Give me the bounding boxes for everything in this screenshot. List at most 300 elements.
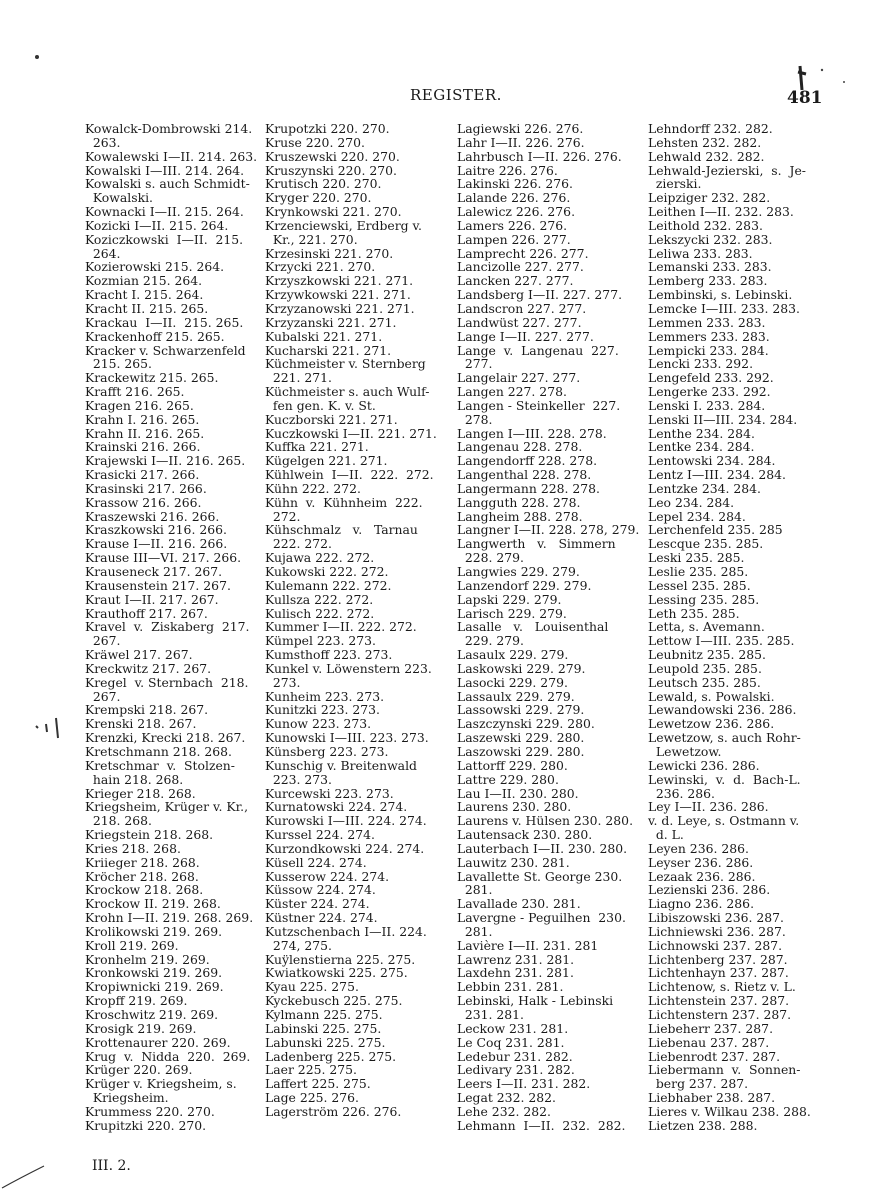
index-entry: Lassaulx 229. 279. (457, 688, 575, 704)
index-entry: 223. 273. (265, 771, 332, 787)
index-entry: Lichniewski 236. 287. (648, 923, 786, 939)
index-entry: 274, 275. (265, 937, 332, 953)
index-entry: Kurcewski 223. 273. (265, 785, 394, 801)
index-entry: Lapski 229. 279. (457, 591, 562, 607)
scan-smudge-mark (792, 62, 852, 112)
index-entry: Kylmann 225. 275. (265, 1007, 383, 1022)
index-entry: Leckow 231. 281. (457, 1020, 569, 1036)
index-column-1 (85, 122, 280, 1133)
index-entry: Kruse 220. 270. (265, 134, 365, 150)
index-entry: Kujawa 222. 272. (265, 550, 375, 566)
index-entry: Kriieger 218. 268. (85, 854, 200, 870)
index-entry: Lichtenstern 237. 287. (648, 1007, 792, 1022)
index-entry: Lancizolle 227. 277. (457, 259, 584, 275)
index-entry: Laitre 226. 276. (457, 162, 558, 178)
index-entry: Krzywkowski 221. 271. (265, 287, 411, 303)
index-entry: Künsberg 223. 273. (265, 743, 389, 759)
index-entry: Krajewski I—II. 216. 265. (85, 453, 246, 469)
index-entry: Libiszowski 236. 287. (648, 910, 784, 926)
index-entry: Krynkowski 221. 270. (265, 204, 402, 220)
index-entry: Liebenau 237. 287. (648, 1034, 770, 1050)
index-entry: Kulemann 222. 272. (265, 577, 392, 593)
index-entry: Krug v. Nidda 220. 269. (85, 1048, 251, 1064)
index-entry: Kraut I—II. 217. 267. (85, 591, 219, 607)
index-entry: 281. (457, 882, 493, 898)
index-entry: Lentke 234. 284. (648, 439, 755, 455)
index-entry: Krieger 218. 268. (85, 785, 196, 801)
index-entry: Lewetzow 236. 286. (648, 716, 775, 732)
index-entry: Lattorff 229. 280. (457, 757, 568, 773)
index-entry: Lentzke 234. 284. (648, 480, 761, 496)
margin-pencil-stroke (0, 1160, 50, 1190)
index-entry: Laffert 225. 275. (265, 1076, 371, 1092)
index-entry: Landsberg I—II. 227. 277. (457, 287, 623, 303)
index-entry: Küstner 224. 274. (265, 910, 378, 926)
index-entry: Kreckwitz 217. 267. (85, 660, 212, 676)
index-entry: Laxdehn 231. 281. (457, 965, 574, 981)
index-entry: Laskowski 229. 279. (457, 660, 586, 676)
index-entry: Kretschmar v. Stolzen- (85, 757, 235, 773)
index-entry: Kracht II. 215. 265. (85, 300, 209, 316)
index-entry: Laurens 230. 280. (457, 799, 572, 815)
index-column-4 (648, 122, 843, 1133)
index-entry: Leupold 235. 285. (648, 660, 762, 676)
index-entry: hain 218. 268. (85, 771, 184, 787)
index-entry: Kunow 223. 273. (265, 716, 372, 732)
index-entry: Krausenstein 217. 267. (85, 577, 231, 593)
index-entry: Langen 227. 278. (457, 384, 567, 400)
index-entry: Legat 232. 282. (457, 1090, 556, 1106)
index-entry: Kraszkowski 216. 266. (85, 522, 227, 538)
index-entry: 281. (457, 923, 493, 939)
index-entry: Leubnitz 235. 285. (648, 647, 766, 663)
index-entry: Lichtenstein 237. 287. (648, 993, 790, 1009)
index-entry: 218. 268. (85, 813, 152, 829)
index-entry: Kurzondkowski 224. 274. (265, 840, 425, 856)
index-entry: Kozierowski 215. 264. (85, 259, 225, 275)
index-entry: Langenau 228. 278. (457, 439, 583, 455)
index-entry: Lauterbach I—II. 230. 280. (457, 840, 628, 856)
index-entry: Kretschmann 218. 268. (85, 743, 232, 759)
index-entry: Langner I—II. 228. 278, 279. (457, 522, 640, 538)
index-entry: Lehwald-Jezierski, s. Je- (648, 162, 806, 178)
index-entry: Krzycki 221. 270. (265, 259, 376, 275)
index-column-3 (457, 122, 652, 1133)
index-entry: Kümpel 223. 273. (265, 633, 376, 649)
index-entry: Ladenberg 225. 275. (265, 1048, 397, 1064)
index-entry: Kukowski 222. 272. (265, 564, 389, 579)
index-entry: Kühlwein I—II. 222. 272. (265, 467, 434, 483)
index-entry: 229. 279. (457, 633, 524, 649)
index-entry: Kowalski. (85, 190, 153, 206)
index-entry: Lemcke I—III. 233. 283. (648, 300, 800, 316)
index-entry: 267. (85, 633, 121, 649)
index-entry: Kyau 225. 275. (265, 979, 359, 995)
index-entry: Ledebur 231. 282. (457, 1048, 573, 1064)
index-entry: Laszowski 229. 280. (457, 743, 585, 759)
index-entry: Lezaak 236. 286. (648, 868, 756, 884)
index-entry: Krottenaurer 220. 269. (85, 1034, 231, 1050)
index-entry: Kyckebusch 225. 275. (265, 993, 403, 1009)
index-entry: Krenzki, Krecki 218. 267. (85, 730, 246, 746)
index-entry: Langen - Steinkeller 227. (457, 397, 621, 413)
index-entry: Leslie 235. 285. (648, 564, 749, 579)
index-entry: Krainski 216. 266. (85, 439, 201, 455)
index-entry: Lettow I—III. 235. 285. (648, 633, 795, 649)
index-entry: 278. (457, 411, 493, 427)
index-entry: Lenski II—III. 234. 284. (648, 411, 798, 427)
index-entry: Kunheim 223. 273. (265, 688, 385, 704)
index-entry: Kühn 222. 272. (265, 480, 361, 496)
index-entry: Küchmeister v. Sternberg (265, 356, 426, 372)
index-entry: Lasocki 229. 279. (457, 674, 568, 690)
index-entry: Lekszycki 232. 283. (648, 231, 773, 247)
index-entry: Krzyzanowski 221. 271. (265, 300, 415, 316)
index-entry: Lalande 226. 276. (457, 190, 571, 206)
index-entry: Kurssel 224. 274. (265, 827, 375, 843)
index-entry: Krackenhoff 215. 265. (85, 328, 225, 344)
index-entry: Kozmian 215. 264. (85, 273, 203, 289)
index-entry: Krauseneck 217. 267. (85, 564, 223, 579)
index-entry: Labunski 225. 275. (265, 1034, 386, 1050)
index-entry: Kuczkowski I—II. 221. 271. (265, 425, 437, 441)
index-entry: Lamers 226. 276. (457, 217, 568, 233)
index-entry: Kullsza 222. 272. (265, 591, 374, 607)
index-entry: Lessel 235. 285. (648, 577, 751, 593)
index-entry: Lehwald 232. 282. (648, 148, 765, 164)
index-entry: Kregel v. Sternbach 218. (85, 674, 249, 690)
index-entry: Krummess 220. 270. (85, 1103, 215, 1119)
index-entry: Krupotzki 220. 270. (265, 121, 390, 136)
index-entry: Lavière I—II. 231. 281 (457, 937, 599, 953)
signature-mark: III. 2. (92, 1158, 131, 1174)
index-entry: Leithen I—II. 232. 283. (648, 204, 794, 220)
index-entry: Leski 235. 285. (648, 550, 745, 566)
index-entry: Lessing 235. 285. (648, 591, 760, 607)
index-entry: Lencki 233. 292. (648, 356, 754, 372)
index-entry: Lauwitz 230. 281. (457, 854, 570, 870)
index-entry: Kriegsheim. (85, 1090, 169, 1106)
index-entry: Kunschig v. Breitenwald (265, 757, 417, 773)
index-entry: Kuÿlenstierna 225. 275. (265, 951, 416, 967)
index-entry: Laurens v. Hülsen 230. 280. (457, 813, 634, 829)
index-entry: Kroschwitz 219. 269. (85, 1007, 219, 1022)
index-entry: Leo 234. 284. (648, 494, 735, 510)
index-entry: Krackau I—II. 215. 265. (85, 314, 244, 330)
index-entry: 272. (265, 508, 301, 524)
index-entry: Lawrenz 231. 281. (457, 951, 575, 967)
index-entry: Langwerth v. Simmern (457, 536, 616, 552)
index-entry: Kriegstein 218. 268. (85, 827, 214, 843)
index-entry: Langenthal 228. 278. (457, 467, 592, 483)
index-entry: 264. (85, 245, 121, 261)
index-entry: Lentowski 234. 284. (648, 453, 776, 469)
index-entry: d. L. (648, 827, 684, 843)
index-entry: Lichtenhayn 237. 287. (648, 965, 789, 981)
index-entry: Lerchenfeld 235. 285 (648, 522, 783, 538)
index-entry: Liagno 236. 286. (648, 896, 755, 912)
index-entry: Krempski 218. 267. (85, 702, 209, 718)
index-entry: Krutisch 220. 270. (265, 176, 382, 192)
index-entry: Langelair 227. 277. (457, 370, 581, 386)
index-entry: Lentz I—III. 234. 284. (648, 467, 786, 483)
index-entry: Lieres v. Wilkau 238. 288. (648, 1103, 811, 1119)
index-entry: Lemanski 233. 283. (648, 259, 772, 275)
index-entry: 222. 272. (265, 536, 332, 552)
index-entry: Kulisch 222. 272. (265, 605, 375, 621)
index-entry: Lautensack 230. 280. (457, 827, 593, 843)
index-entry: Kozicki I—II. 215. 264. (85, 217, 229, 233)
index-entry: Lahr I—II. 226. 276. (457, 134, 585, 150)
index-entry: zierski. (648, 176, 702, 192)
index-entry: Krzyszkowski 221. 271. (265, 273, 414, 289)
index-entry: Lewetzow, s. auch Rohr- (648, 730, 801, 746)
index-entry: Kracker v. Schwarzenfeld (85, 342, 246, 358)
index-entry: Kriegsheim, Krüger v. Kr., (85, 799, 249, 815)
index-entry: Lebinski, Halk - Lebinski (457, 993, 614, 1009)
index-entry: Lavallade 230. 281. (457, 896, 581, 912)
index-entry: Kühn v. Kühnheim 222. (265, 494, 423, 510)
index-entry: Kumsthoff 223. 273. (265, 647, 393, 663)
index-entry: Lagiewski 226. 276. (457, 121, 584, 136)
index-entry: Lassowski 229. 279. (457, 702, 585, 718)
index-entry: Laszczynski 229. 280. (457, 716, 595, 732)
index-entry: Krauthoff 217. 267. (85, 605, 208, 621)
index-entry: 277. (457, 356, 493, 372)
index-entry: Kropff 219. 269. (85, 993, 188, 1009)
index-entry: 221. 271. (265, 370, 332, 386)
index-entry: Landscron 227. 277. (457, 300, 587, 316)
index-entry: Krahn II. 216. 265. (85, 425, 205, 441)
index-entry: Lewald, s. Powalski. (648, 688, 775, 704)
index-entry: Kowalski I—III. 214. 264. (85, 162, 245, 178)
index-entry: Krzesinski 221. 270. (265, 245, 394, 261)
index-entry: Kownacki I—II. 215. 264. (85, 204, 244, 220)
index-entry: Lengerke 233. 292. (648, 384, 771, 400)
index-entry: Lalewicz 226. 276. (457, 204, 576, 220)
index-entry: Kummer I—II. 222. 272. (265, 619, 417, 635)
index-entry: Kowalewski I—II. 214. 263. (85, 148, 258, 164)
index-entry: Krasicki 217. 266. (85, 467, 200, 483)
index-entry: Lichnowski 237. 287. (648, 937, 783, 953)
index-entry: Krzenciewski, Erdberg v. (265, 217, 422, 233)
index-entry: 231. 281. (457, 1007, 524, 1022)
index-entry: Krzyzanski 221. 271. (265, 314, 397, 330)
index-entry: Kuczborski 221. 271. (265, 411, 398, 427)
index-entry: Lewetzow. (648, 743, 722, 759)
index-entry: Krenski 218. 267. (85, 716, 197, 732)
index-entry: Liebhaber 238. 287. (648, 1090, 776, 1106)
index-entry: Liebenrodt 237. 287. (648, 1048, 781, 1064)
index-entry: Leutsch 235. 285. (648, 674, 761, 690)
index-entry: Lehmann I—II. 232. 282. (457, 1117, 626, 1133)
index-entry: berg 237. 287. (648, 1076, 749, 1092)
index-entry: Lahrbusch I—II. 226. 276. (457, 148, 622, 164)
index-entry: Kruszynski 220. 270. (265, 162, 397, 178)
index-entry: Lichtenberg 237. 287. (648, 951, 788, 967)
index-entry: Leipziger 232. 282. (648, 190, 771, 206)
index-entry: Langwies 229. 279. (457, 564, 580, 579)
index-entry: Krupitzki 220. 270. (85, 1117, 207, 1133)
index-entry: Krassow 216. 266. (85, 494, 202, 510)
index-entry: Lehndorff 232. 282. (648, 121, 773, 136)
index-entry: Larisch 229. 279. (457, 605, 567, 621)
index-entry: Lezienski 236. 286. (648, 882, 771, 898)
index-entry: Lewandowski 236. 286. (648, 702, 797, 718)
index-entry: 236. 286. (648, 785, 715, 801)
index-entry: Liebermann v. Sonnen- (648, 1062, 801, 1078)
index-entry: Kowalck-Dombrowski 214. (85, 121, 253, 136)
index-entry: Kryger 220. 270. (265, 190, 372, 206)
index-entry: Kusserow 224. 274. (265, 868, 390, 884)
index-entry: Lebbin 231. 281. (457, 979, 564, 995)
index-entry: Kröcher 218. 268. (85, 868, 199, 884)
index-entry: Kunkel v. Löwenstern 223. (265, 660, 432, 676)
index-entry: Lembinski, s. Lebinski. (648, 287, 793, 303)
scan-dot-mark (32, 52, 42, 62)
index-entry: Lichtenow, s. Rietz v. L. (648, 979, 796, 995)
page-number: 481 (787, 88, 823, 108)
index-entry: Lavallette St. George 230. (457, 868, 623, 884)
index-entry: Laszewski 229. 280. (457, 730, 585, 746)
index-entry: Küster 224. 274. (265, 896, 370, 912)
index-entry: Laer 225. 275. (265, 1062, 357, 1078)
index-entry: Lietzen 238. 288. (648, 1117, 758, 1133)
index-entry: Lempicki 233. 284. (648, 342, 769, 358)
index-entry: Leyen 236. 286. (648, 840, 749, 856)
index-entry: Leth 235. 285. (648, 605, 740, 621)
index-entry: Letta, s. Avemann. (648, 619, 765, 635)
index-entry: Küchmeister s. auch Wulf- (265, 384, 430, 400)
index-entry: Lemmen 233. 283. (648, 314, 766, 330)
index-entry: Lehsten 232. 282. (648, 134, 762, 150)
index-entry: Kuffka 221. 271. (265, 439, 369, 455)
index-entry: Liebeherr 237. 287. (648, 1020, 774, 1036)
index-entry: Labinski 225. 275. (265, 1020, 382, 1036)
index-entry: Lage 225. 276. (265, 1090, 359, 1106)
index-entry: Kruszewski 220. 270. (265, 148, 400, 164)
index-entry: Langendorff 228. 278. (457, 453, 598, 469)
index-entry: Lau I—II. 230. 280. (457, 785, 579, 801)
index-entry: Le Coq 231. 281. (457, 1034, 565, 1050)
index-entry: Ley I—II. 236. 286. (648, 799, 769, 815)
index-entry: Lasaulx 229. 279. (457, 647, 569, 663)
index-entry: Lancken 227. 277. (457, 273, 574, 289)
index-entry: Kühschmalz v. Tarnau (265, 522, 418, 538)
index-entry: Kragen 216. 265. (85, 397, 194, 413)
index-entry: Lenthe 234. 284. (648, 425, 755, 441)
index-entry: Krolikowski 219. 269. (85, 923, 223, 939)
index-entry: Kracht I. 215. 264. (85, 287, 204, 303)
index-entry: Kronkowski 219. 269. (85, 965, 223, 981)
margin-pencil-mark (32, 712, 72, 742)
index-entry: Leyser 236. 286. (648, 854, 754, 870)
index-entry: 263. (85, 134, 121, 150)
index-entry: Kunowski I—III. 223. 273. (265, 730, 429, 746)
index-entry: Langermann 228. 278. (457, 480, 600, 496)
index-entry: Kurnatowski 224. 274. (265, 799, 408, 815)
index-entry: Kügelgen 221. 271. (265, 453, 388, 469)
index-entry: Krohn I—II. 219. 268. 269. (85, 910, 254, 926)
index-entry: Kunitzki 223. 273. (265, 702, 380, 718)
index-entry: Lampen 226. 277. (457, 231, 571, 247)
index-entry: Leithold 232. 283. (648, 217, 763, 233)
index-entry: Kwiatkowski 225. 275. (265, 965, 408, 981)
index-entry: Langguth 228. 278. (457, 494, 581, 510)
index-entry: Lewicki 236. 286. (648, 757, 760, 773)
index-entry: Lewinski, v. d. Bach-L. (648, 771, 801, 787)
index-entry: Koziczkowski I—II. 215. (85, 231, 244, 247)
index-entry: Kropiwnicki 219. 269. (85, 979, 224, 995)
index-entry: Leliwa 233. 283. (648, 245, 753, 261)
index-entry: Langen I—III. 228. 278. (457, 425, 607, 441)
index-entry: Krafft 216. 265. (85, 384, 185, 400)
index-entry: Kries 218. 268. (85, 840, 181, 856)
index-entry: Lagerström 226. 276. (265, 1103, 402, 1119)
index-entry: Krockow 218. 268. (85, 882, 204, 898)
index-entry: Lemmers 233. 283. (648, 328, 770, 344)
index-entry: Kraszewski 216. 266. (85, 508, 220, 524)
index-entry: Lescque 235. 285. (648, 536, 764, 552)
index-entry: Leers I—II. 231. 282. (457, 1076, 591, 1092)
index-entry: Krause I—II. 216. 266. (85, 536, 228, 552)
index-entry: 228. 279. (457, 550, 524, 566)
index-entry: Kräwel 217. 267. (85, 647, 193, 663)
index-entry: Ledivary 231. 282. (457, 1062, 575, 1078)
index-entry: Lattre 229. 280. (457, 771, 559, 787)
index-entry: Kucharski 221. 271. (265, 342, 392, 358)
index-entry: Küssow 224. 274. (265, 882, 376, 898)
index-entry: Lenski I. 233. 284. (648, 397, 766, 413)
index-entry: Lanzendorf 229. 279. (457, 577, 592, 593)
index-entry: Krackewitz 215. 265. (85, 370, 219, 386)
index-entry: Kroll 219. 269. (85, 937, 179, 953)
index-entry: Landwüst 227. 277. (457, 314, 582, 330)
index-entry: Kubalski 221. 271. (265, 328, 383, 344)
index-entry: Lakinski 226. 276. (457, 176, 573, 192)
index-entry: 215. 265. (85, 356, 152, 372)
page-header-title: REGISTER. (410, 86, 502, 104)
index-entry: Lehe 232. 282. (457, 1103, 551, 1119)
index-entry: Kronhelm 219. 269. (85, 951, 210, 967)
index-entry: fen gen. K. v. St. (265, 397, 376, 413)
index-entry: Kr., 221. 270. (265, 231, 358, 247)
index-entry: Kutzschenbach I—II. 224. (265, 923, 427, 939)
index-entry: Krause III—VI. 217. 266. (85, 550, 242, 566)
index-entry: Lemberg 233. 283. (648, 273, 768, 289)
index-entry: 273. (265, 674, 301, 690)
index-entry: Kurowski I—III. 224. 274. (265, 813, 427, 829)
index-entry: Kowalski s. auch Schmidt- (85, 176, 250, 192)
index-entry: 267. (85, 688, 121, 704)
index-entry: Lange v. Langenau 227. (457, 342, 619, 358)
index-column-2 (265, 122, 460, 1119)
index-entry: Langheim 288. 278. (457, 508, 583, 524)
index-entry: Lamprecht 226. 277. (457, 245, 589, 261)
index-entry: Lasalle v. Louisenthal (457, 619, 609, 635)
index-entry: v. d. Leye, s. Ostmann v. (648, 813, 800, 829)
index-entry: Lengefeld 233. 292. (648, 370, 774, 386)
index-entry: Krockow II. 219. 268. (85, 896, 221, 912)
index-entry: Krasinski 217. 266. (85, 480, 207, 496)
index-entry: Krüger v. Kriegsheim, s. (85, 1076, 237, 1092)
index-entry: Lepel 234. 284. (648, 508, 746, 524)
index-entry: Krüger 220. 269. (85, 1062, 193, 1078)
index-entry: Krosigk 219. 269. (85, 1020, 197, 1036)
index-entry: Küsell 224. 274. (265, 854, 367, 870)
index-entry: Lavergne - Peguilhen 230. (457, 910, 626, 926)
index-entry: Krahn I. 216. 265. (85, 411, 200, 427)
